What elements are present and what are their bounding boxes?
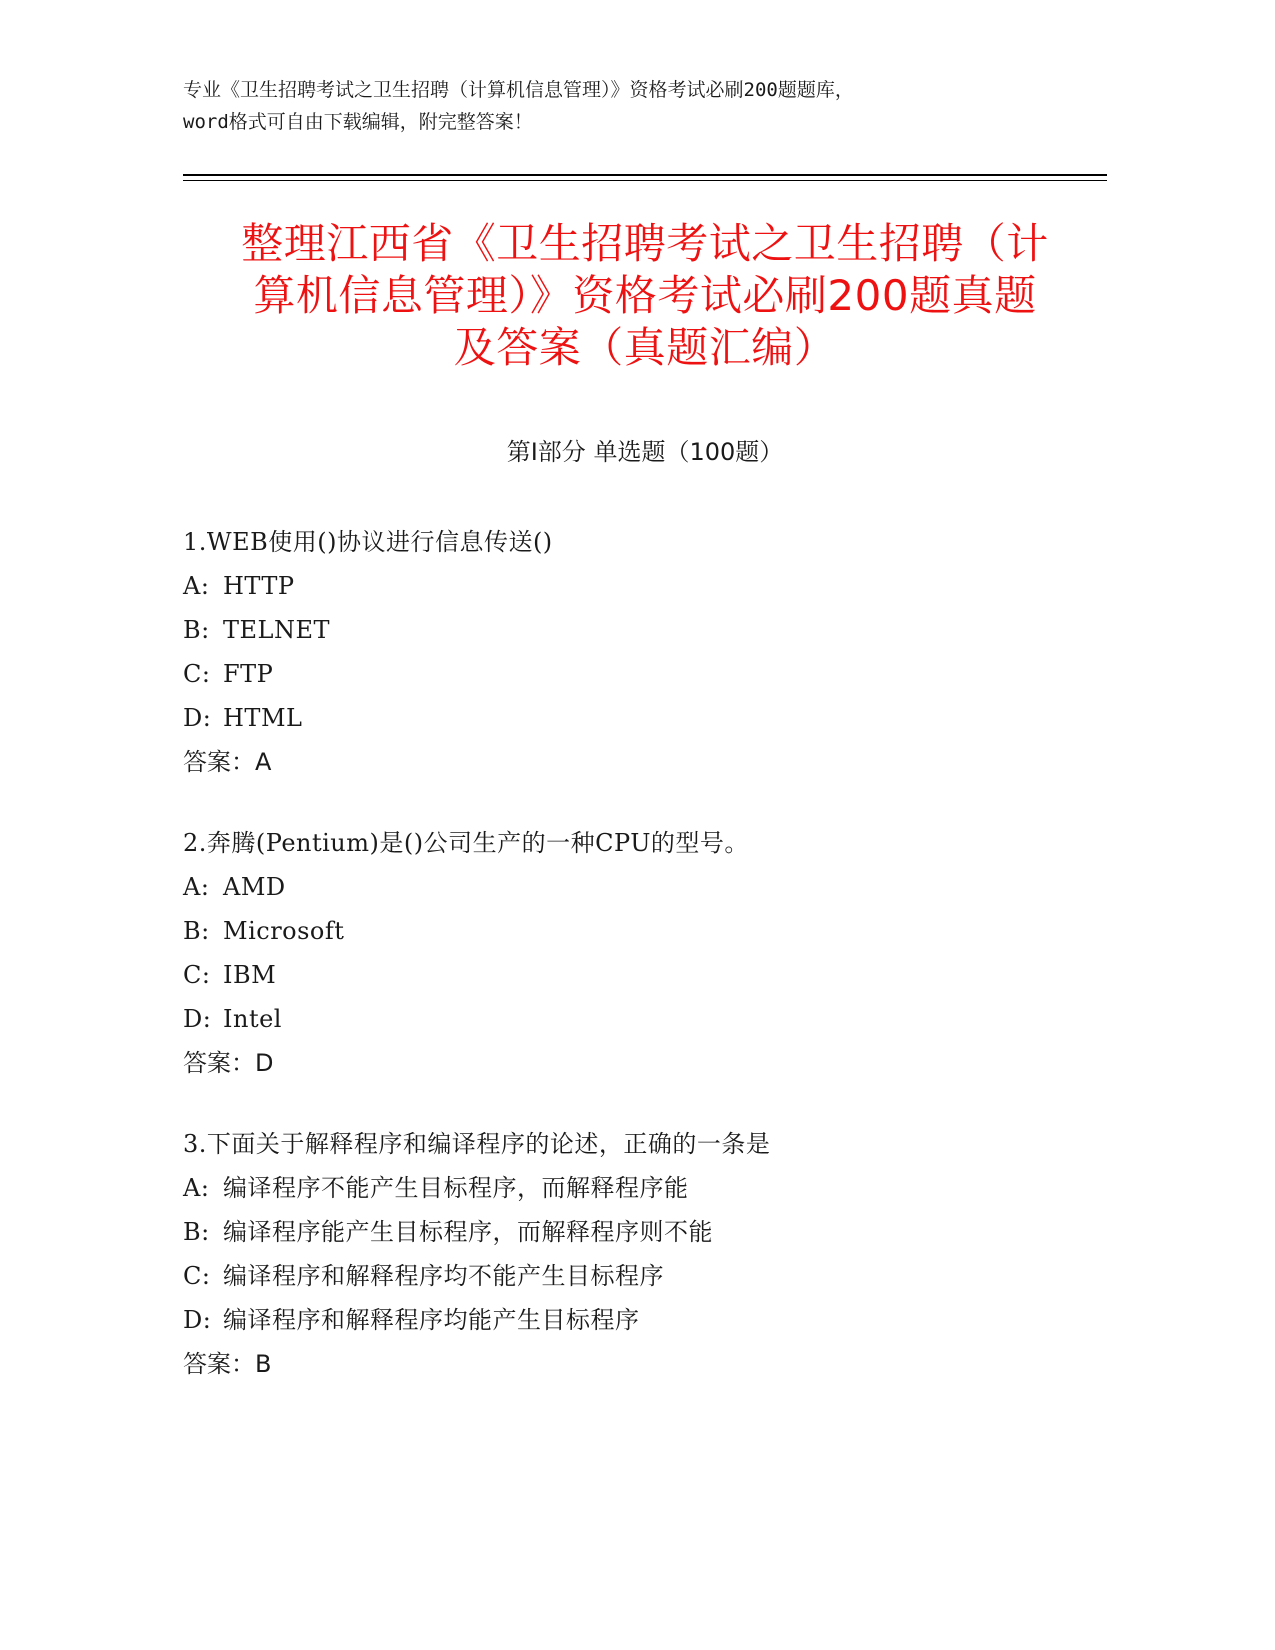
option-b: [183, 1210, 1107, 1254]
option-letter: A:: [183, 1174, 210, 1202]
option-text: AMD: [223, 873, 286, 901]
header-note-line-1: 专业《卫生招聘考试之卫生招聘（计算机信息管理）》资格考试必刷200题题库，: [183, 79, 854, 101]
option-letter: C:: [183, 660, 211, 688]
option-a: [183, 564, 1107, 608]
document-title-line-2: 算机信息管理）》资格考试必刷200题真题: [253, 271, 1037, 320]
question-item: [183, 821, 1107, 1085]
option-c: [183, 953, 1107, 997]
answer-line: 答案：A: [183, 748, 272, 776]
option-text: 编译程序和解释程序均不能产生目标程序: [223, 1262, 664, 1290]
section-title: 第Ⅰ部分 单选题（100题）: [506, 438, 784, 466]
option-a: [183, 865, 1107, 909]
answer-line: 答案：B: [183, 1350, 272, 1378]
question-list: [183, 520, 1107, 1423]
option-d: [183, 696, 1107, 740]
question-item: [183, 1122, 1107, 1386]
header-divider-thin: [183, 180, 1107, 181]
option-text: IBM: [223, 961, 277, 989]
option-d: [183, 1298, 1107, 1342]
option-text: HTML: [223, 704, 303, 732]
option-a: [183, 1166, 1107, 1210]
option-text: 编译程序能产生目标程序，而解释程序则不能: [223, 1218, 713, 1246]
option-b: [183, 608, 1107, 652]
option-text: TELNET: [223, 616, 330, 644]
option-letter: B:: [183, 616, 210, 644]
question-stem: 2.奔腾(Pentium)是()公司生产的一种CPU的型号。: [183, 829, 749, 857]
header-divider-thick: [183, 174, 1107, 176]
option-letter: B:: [183, 1218, 210, 1246]
option-text: HTTP: [223, 572, 295, 600]
option-text: 编译程序和解释程序均能产生目标程序: [223, 1306, 640, 1334]
option-letter: C:: [183, 961, 211, 989]
question-stem: 1.WEB使用()协议进行信息传送(): [183, 528, 553, 556]
option-d: [183, 997, 1107, 1041]
option-text: Intel: [223, 1005, 282, 1033]
option-letter: A:: [183, 572, 210, 600]
option-letter: D:: [183, 1306, 212, 1334]
option-letter: D:: [183, 704, 212, 732]
option-letter: D:: [183, 1005, 212, 1033]
option-text: FTP: [223, 660, 274, 688]
option-c: [183, 1254, 1107, 1298]
header-note: [183, 74, 1103, 138]
option-text: 编译程序不能产生目标程序，而解释程序能: [223, 1174, 689, 1202]
option-letter: A:: [183, 873, 210, 901]
header-note-line-2: word格式可自由下载编辑，附完整答案！: [183, 111, 533, 133]
option-c: [183, 652, 1107, 696]
answer-line: 答案：D: [183, 1049, 274, 1077]
question-item: [183, 520, 1107, 784]
document-title-line-1: 整理江西省《卫生招聘考试之卫生招聘（计: [241, 219, 1049, 268]
document-title: [183, 218, 1107, 374]
document-title-line-3: 及答案（真题汇编）: [453, 323, 837, 372]
option-text: Microsoft: [223, 917, 345, 945]
option-letter: B:: [183, 917, 210, 945]
question-stem: 3.下面关于解释程序和编译程序的论述，正确的一条是: [183, 1130, 771, 1158]
option-letter: C:: [183, 1262, 211, 1290]
option-b: [183, 909, 1107, 953]
